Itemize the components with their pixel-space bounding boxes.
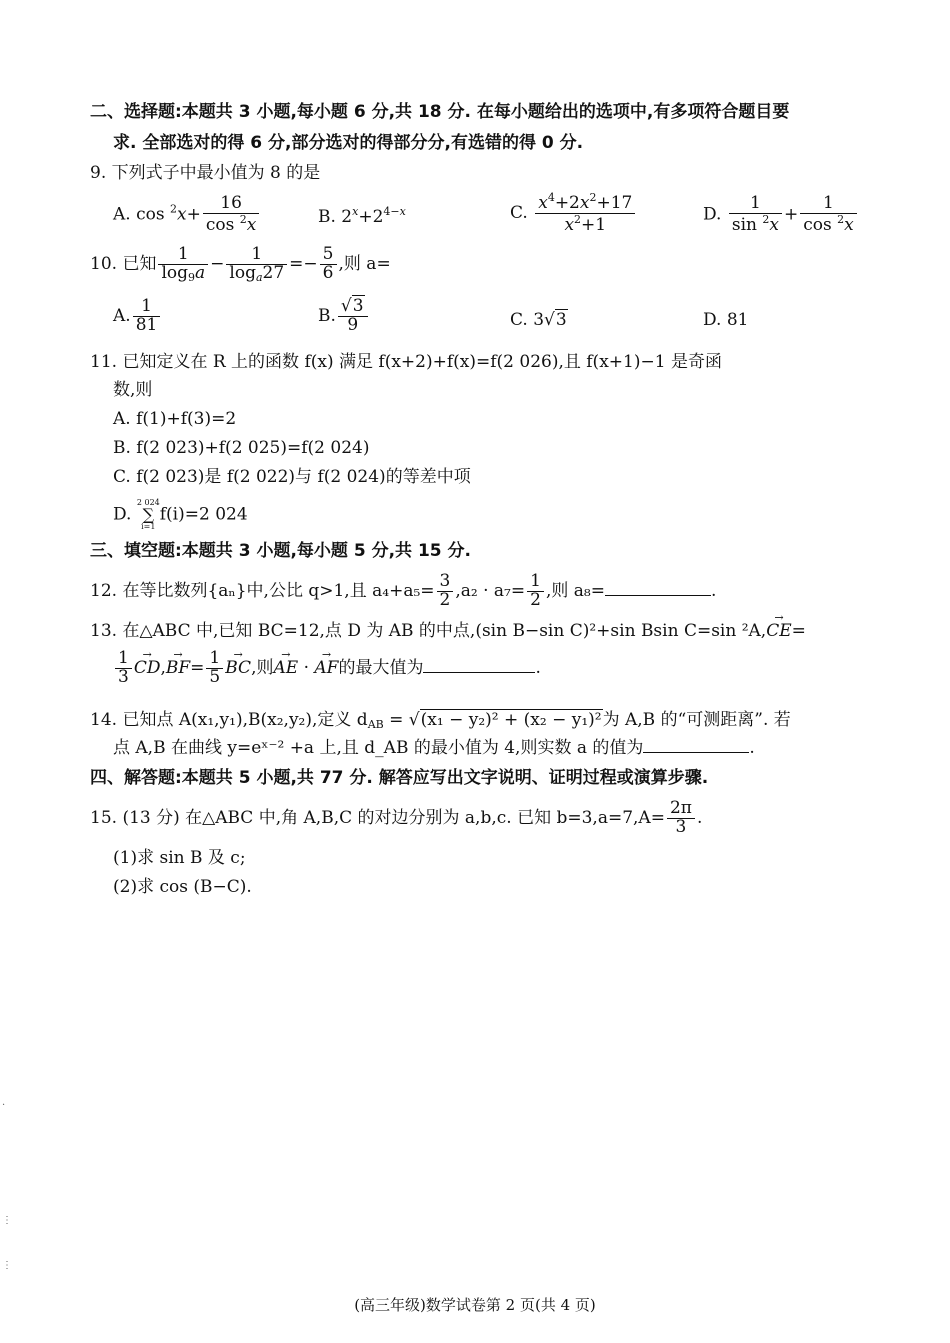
question-10-option-a: A. $\frac{1}{81}$ bbox=[113, 298, 162, 335]
question-9-option-d: D. $\frac{1}{\sin ^2x}$ + $\frac{1}{\cos ^2x}$ bbox=[703, 195, 859, 235]
question-10-option-d: D. 81 bbox=[703, 310, 749, 330]
question-11-option-b: B. f(2 023)+f(2 025)=f(2 024) bbox=[113, 438, 370, 458]
question-13-stem-line1: 13. 在△ABC 中,已知 BC=12,点 D 为 AB 的中点,(sin B−sin C)²+sin Bsin C=sin ²A,→ CE= bbox=[90, 621, 806, 641]
question-11-option-c: C. f(2 023)是 f(2 022)与 f(2 024)的等差中项 bbox=[113, 467, 471, 487]
question-12-stem: 12. 在等比数列{aₙ}中,公比 q>1,且 a₄+a₅= $\frac{3}{2}$ ,a₂ · a₇= $\frac{1}{2}$ ,则 a₈= . bbox=[90, 571, 717, 610]
question-9-option-b: B. $2^x+2^{4-x}$ bbox=[318, 205, 406, 227]
question-11-option-a: A. f(1)+f(3)=2 bbox=[113, 409, 237, 429]
question-11-stem-line1: 11. 已知定义在 R 上的函数 f(x) 满足 f(x+2)+f(x)=f(2 026),且 f(x+1)−1 是奇函 bbox=[90, 352, 722, 372]
question-9-option-c: C. $\frac{x^4+2x^2+17}{x^2+1}$ bbox=[510, 192, 637, 235]
question-11-stem-line2: 数,则 bbox=[113, 380, 153, 400]
question-15-stem: 15. (13 分) 在△ABC 中,角 A,B,C 的对边分别为 a,b,c. 已知 b=3,a=7,A= $\frac{2\pi}{3}$ . bbox=[90, 798, 703, 837]
question-11-option-d: D. 2 024 ∑ i=1 f(i)=2 024 bbox=[113, 498, 248, 531]
scan-edge-mark: ⋮ bbox=[2, 1215, 12, 1226]
question-9-stem: 9. 下列式子中最小值为 8 的是 bbox=[90, 163, 321, 183]
question-10-stem: 10. 已知 $\frac{1}{\log_9a}$ − $\frac{1}{\log_a27}$ =− $\frac{5}{6}$ ,则 a= bbox=[90, 244, 391, 284]
question-14-stem-line1: 14. 已知点 A(x₁,y₁),B(x₂,y₂),定义 $d_{AB} = √(x_1 - y_2)^2 + (x_2 - y_1)^2$为 A,B 的“可测距离”. 若 bbox=[90, 710, 791, 731]
question-10-option-b: B. $\frac{√3}{9}$ bbox=[318, 298, 370, 335]
question-14-stem-line2: 点 A,B 在曲线 y=eˣ⁻² +a 上,且 d_AB 的最小值为 4,则实数 a 的值为 . bbox=[113, 738, 755, 758]
question-13-stem-line2: $\frac{1}{3}$ → CD,→ BF= $\frac{1}{5}$ → BC,则→ AE · → AF的最大值为 . bbox=[113, 650, 541, 687]
question-15-part-1: (1)求 sin B 及 c; bbox=[113, 848, 246, 868]
question-12-answer-blank[interactable] bbox=[605, 595, 711, 596]
question-10-option-c: C. 3√3 bbox=[510, 310, 567, 330]
question-14-answer-blank[interactable] bbox=[643, 752, 749, 753]
question-13-answer-blank[interactable] bbox=[423, 672, 535, 673]
question-9-option-a: A. cos $^2$x+ $\frac{16}{\cos ^2x}$ bbox=[113, 195, 261, 235]
question-15-part-2: (2)求 cos (B−C). bbox=[113, 877, 252, 897]
section2-title-line1: 二、选择题:本题共 3 小题,每小题 6 分,共 18 分. 在每小题给出的选项中,有多项符合题目要 bbox=[90, 102, 790, 122]
section2-title-line2: 求. 全部选对的得 6 分,部分选对的得部分分,有选错的得 0 分. bbox=[113, 133, 584, 153]
section4-title: 四、解答题:本题共 5 小题,共 77 分. 解答应写出文字说明、证明过程或演算步骤. bbox=[90, 768, 709, 788]
scan-edge-mark: · bbox=[2, 1100, 6, 1111]
scan-edge-mark: ⋮ bbox=[2, 1260, 12, 1271]
page-footer: (高三年级)数学试卷第 2 页(共 4 页) bbox=[354, 1296, 596, 1314]
section3-title: 三、填空题:本题共 3 小题,每小题 5 分,共 15 分. bbox=[90, 541, 471, 561]
